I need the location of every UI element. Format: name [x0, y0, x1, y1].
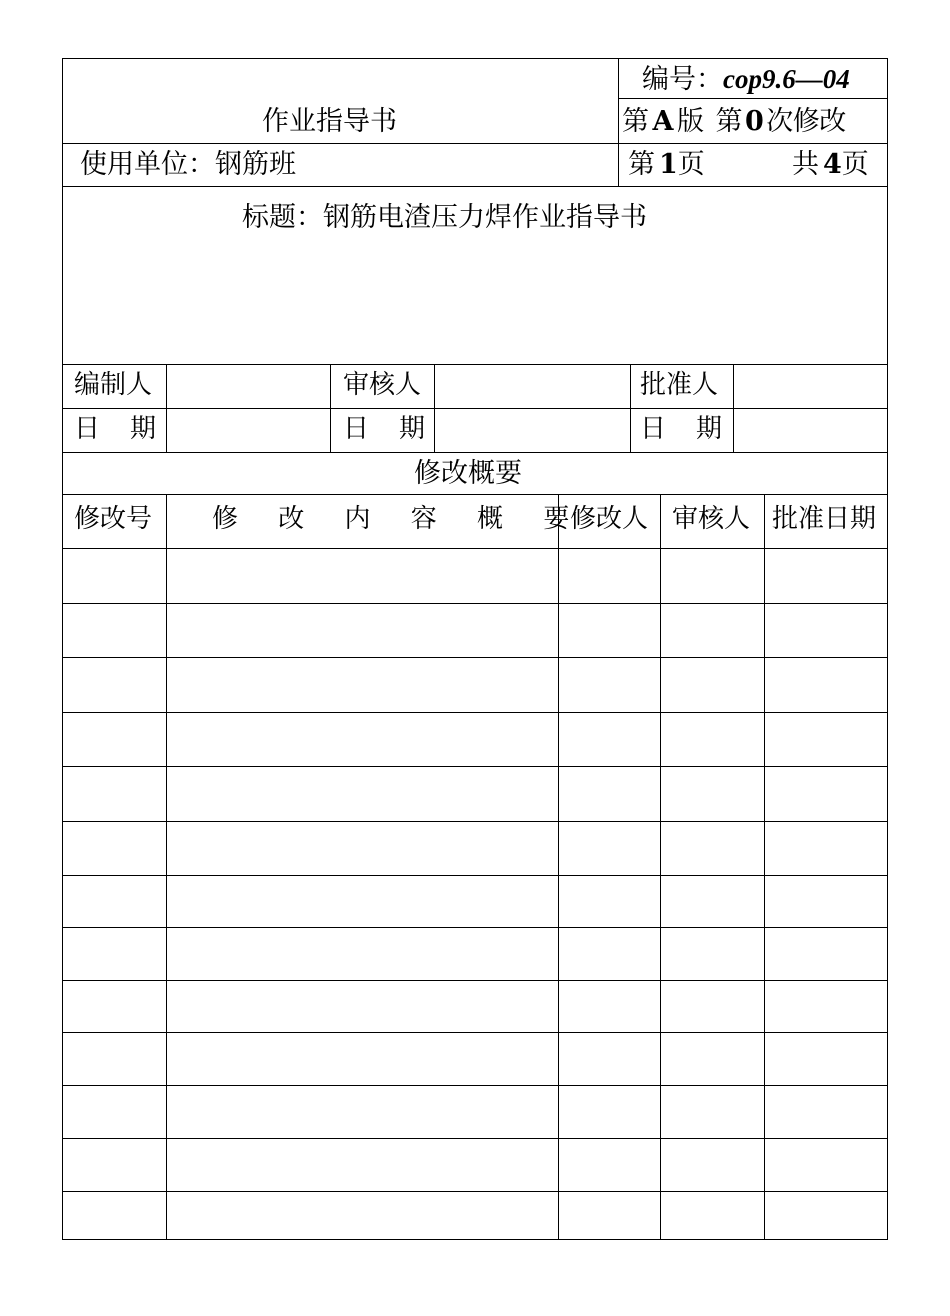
revision-row-line — [62, 1138, 888, 1139]
revision-row-line — [62, 712, 888, 713]
page-prefix: 第 — [628, 149, 655, 180]
revision-col-line — [660, 494, 661, 1240]
revision-row-line — [62, 875, 888, 876]
revision-row-line — [62, 657, 888, 658]
revision-header-line — [62, 548, 888, 549]
revision-col-line — [166, 494, 167, 1240]
revision-row-line — [62, 603, 888, 604]
revision-row-line — [62, 980, 888, 981]
revision-row-line — [62, 1191, 888, 1192]
reviewer-label: 审核人 — [343, 370, 422, 400]
total-prefix: 共 — [792, 149, 819, 180]
revision-header-cell: 修改人 — [570, 504, 649, 534]
revision-prefix: 第 — [715, 106, 742, 137]
total-value: 4 — [823, 149, 842, 180]
revision-table — [62, 58, 888, 1240]
revision-suffix: 次修改 — [766, 106, 846, 137]
revision-header-cell: 审核人 — [672, 504, 751, 534]
revision-row-line — [62, 766, 888, 767]
date-label-3: 日 期 — [640, 414, 725, 444]
revision-header-cell: 修 改 内 容 概 要 — [212, 504, 586, 534]
revision-row-line — [62, 1085, 888, 1086]
date-label-1: 日 期 — [74, 414, 159, 444]
revision-header-cell: 批准日期 — [772, 504, 877, 534]
revision-header-cell: 修改号 — [74, 504, 153, 534]
approver-label: 批准人 — [640, 370, 719, 400]
page-value: 1 — [659, 149, 678, 180]
document-subject: 标题：钢筋电渣压力焊作业指导书 — [242, 202, 647, 233]
compiler-label: 编制人 — [74, 370, 153, 400]
document-code-label: 编号： — [642, 64, 723, 95]
revision-col-line — [764, 494, 765, 1240]
page-suffix: 页 — [677, 149, 705, 180]
total-suffix: 页 — [841, 149, 869, 180]
revision-col-line — [558, 494, 559, 1240]
revision-summary-title: 修改概要 — [414, 458, 522, 489]
revision-row-line — [62, 821, 888, 822]
date-label-2: 日 期 — [343, 414, 428, 444]
revision-value: 0 — [744, 106, 764, 137]
using-unit: 使用单位：钢筋班 — [80, 149, 296, 180]
document-code-value: cop9.6—04 — [723, 64, 850, 94]
edition-suffix: 版 — [676, 106, 704, 137]
document-frame — [62, 58, 888, 1240]
revision-row-line — [62, 1032, 888, 1033]
edition-value: A — [652, 106, 673, 137]
document-title: 作业指导书 — [262, 106, 397, 137]
revision-row-line — [62, 927, 888, 928]
edition-prefix: 第 — [622, 106, 649, 137]
